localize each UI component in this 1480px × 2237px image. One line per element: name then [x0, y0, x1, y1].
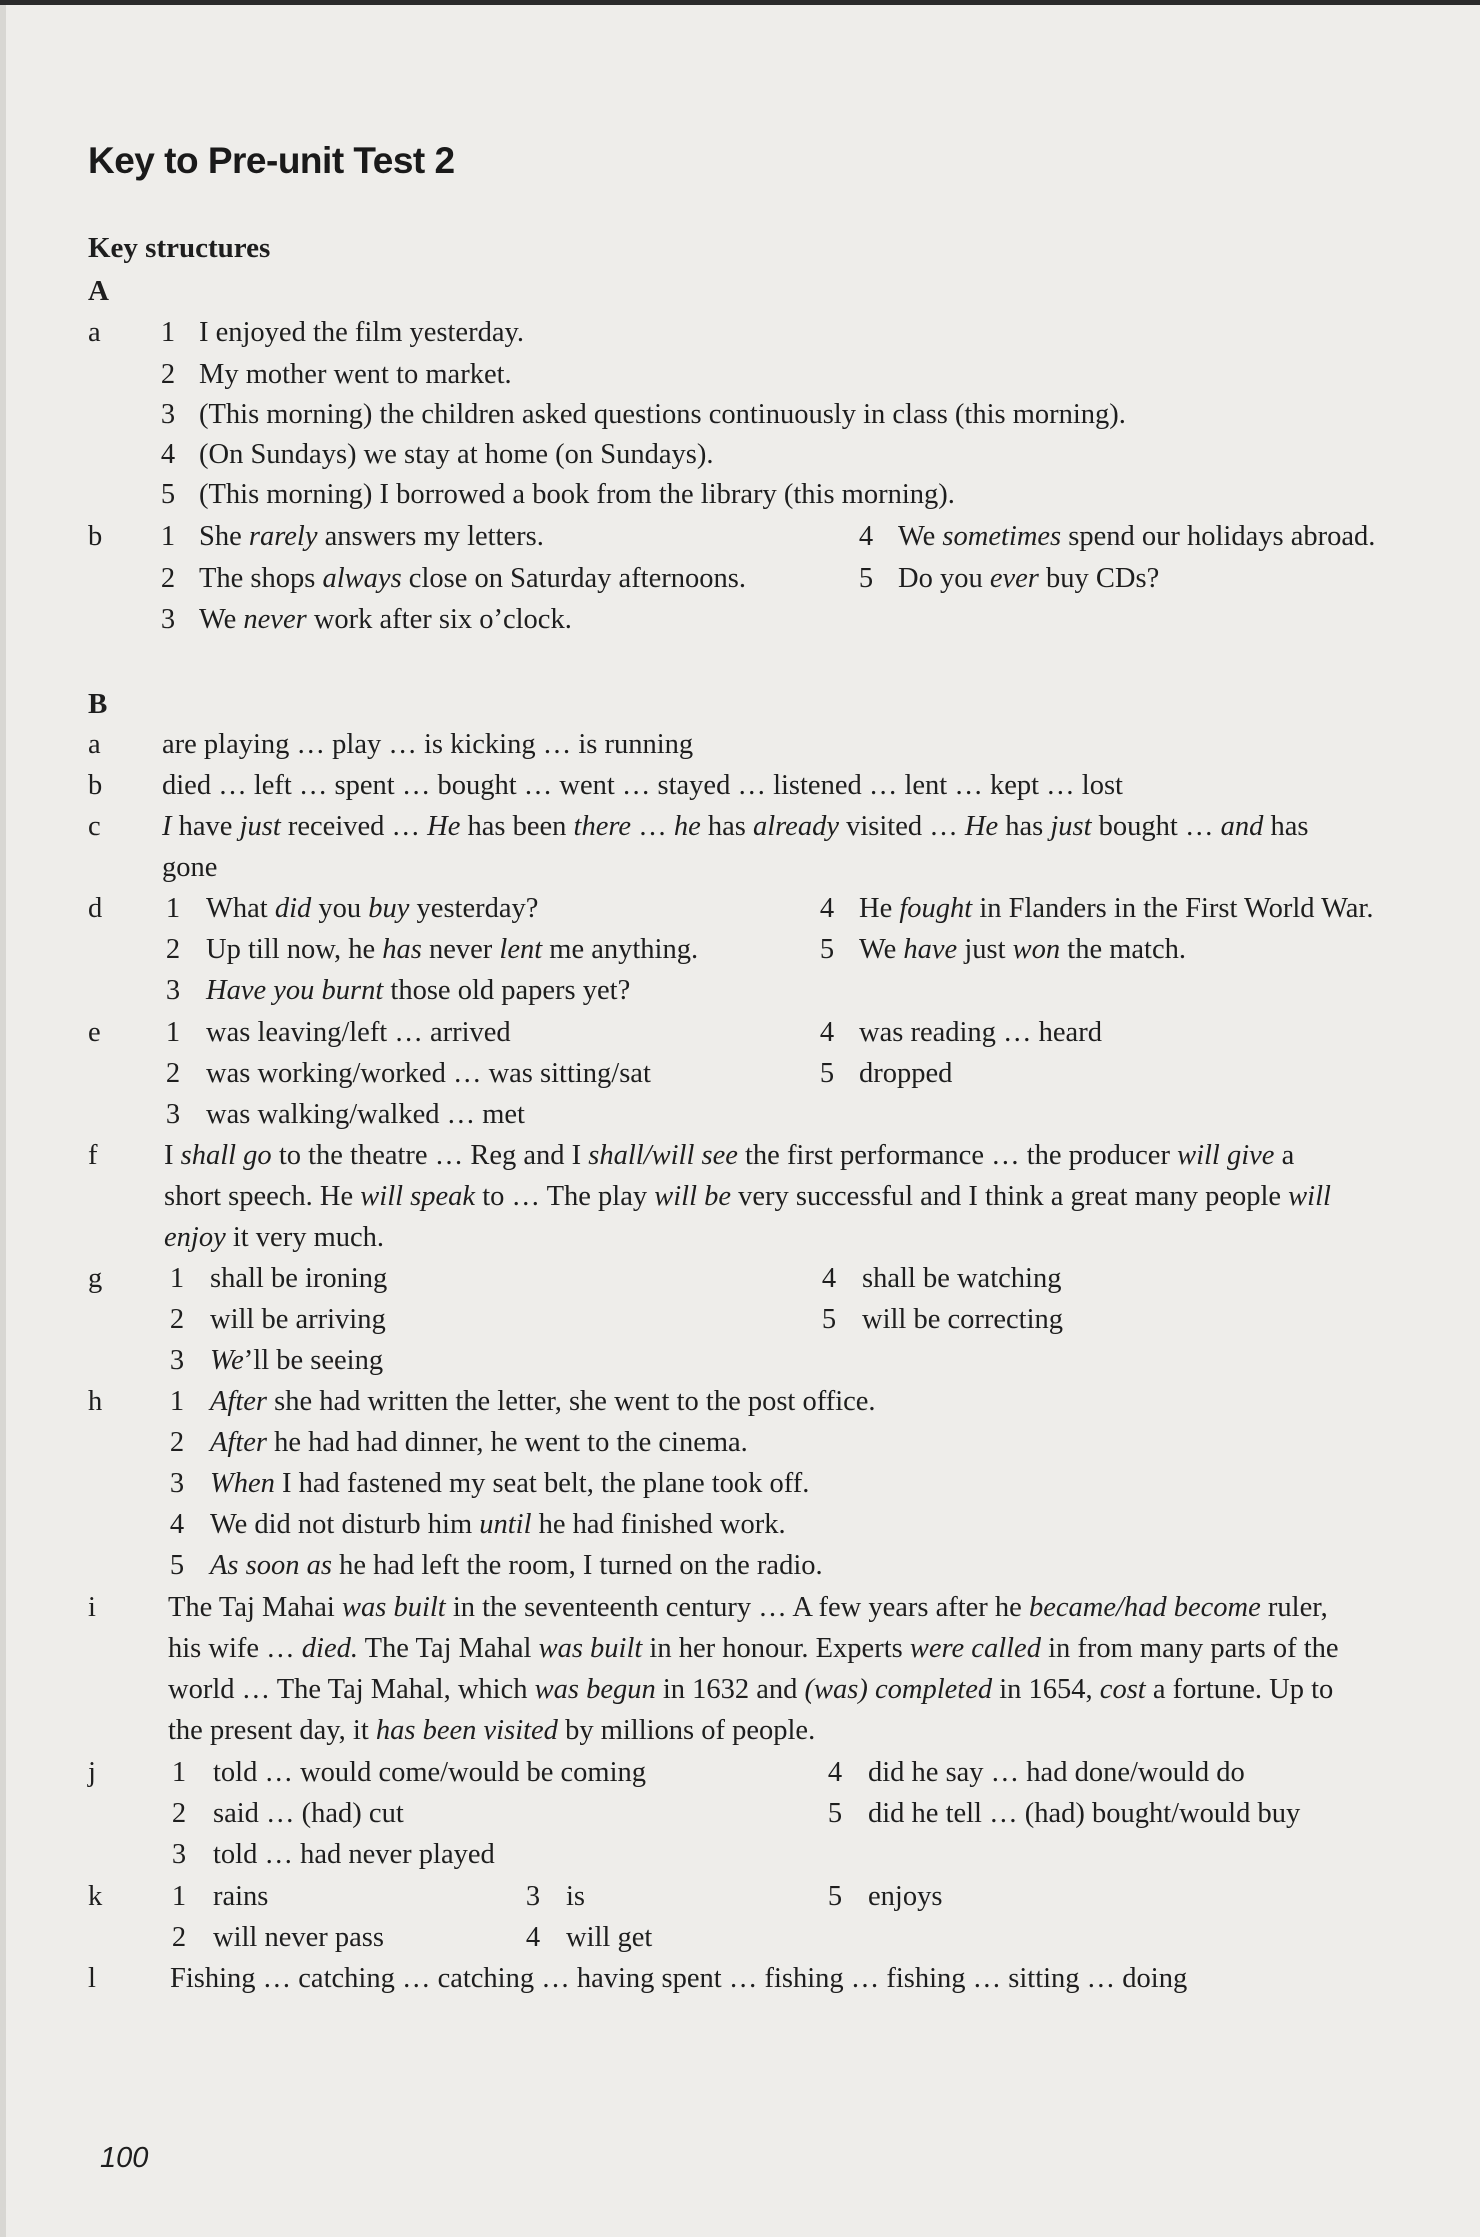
item-number: 1	[169, 1386, 185, 1417]
answer-line	[0, 1176, 1480, 1218]
answer-text: will be arriving	[210, 1304, 386, 1335]
answer-text: rains	[213, 1881, 269, 1912]
answer-text: We have just won the match.	[859, 934, 1187, 965]
answer-text: I shall go to the theatre … Reg and I shall/will see the first performance … the producer will give a	[164, 1140, 1295, 1171]
answer-line	[0, 765, 1480, 807]
item-number: 3	[160, 604, 176, 635]
answer-text: The Taj Mahai was built in the seventeenth century … A few years after he became/had become ruler,	[168, 1592, 1328, 1623]
item-number: 3	[169, 1345, 185, 1376]
answer-line	[0, 1504, 1480, 1546]
item-letter: h	[88, 1386, 103, 1417]
answer-line	[0, 806, 1480, 848]
item-letter: i	[88, 1592, 96, 1623]
item-number: 4	[525, 1922, 541, 1953]
answer-text: (This morning) the children asked questions continuously in class (this morning).	[199, 399, 1126, 430]
answer-text: did he say … had done/would do	[868, 1757, 1245, 1788]
answer-text: I have just received … He has been there … he has already visited … He has just bought … and has	[162, 811, 1309, 842]
answer-text: are playing … play … is kicking … is running	[162, 729, 694, 760]
answer-text: died … left … spent … bought … went … stayed … listened … lent … kept … lost	[162, 770, 1123, 801]
item-number: 2	[169, 1427, 185, 1458]
answer-text: gone	[162, 852, 218, 883]
answer-line	[0, 1053, 1480, 1095]
answer-line	[0, 1463, 1480, 1505]
answer-text: We’ll be seeing	[210, 1345, 384, 1376]
answer-text: will be correcting	[862, 1304, 1064, 1335]
answer-line	[0, 558, 1480, 600]
answer-text: shall be ironing	[210, 1263, 388, 1294]
item-number: 3	[165, 1099, 181, 1130]
item-letter: b	[88, 770, 103, 801]
answer-line	[0, 970, 1480, 1012]
answer-line	[0, 1834, 1480, 1876]
item-number: 2	[169, 1304, 185, 1335]
item-number: 2	[165, 1058, 181, 1089]
answer-line	[0, 1135, 1480, 1177]
item-letter: g	[88, 1263, 103, 1294]
answer-text: What did you buy yesterday?	[206, 893, 539, 924]
answer-text: his wife … died. The Taj Mahal was built in her honour. Experts were called in from many parts of the	[168, 1633, 1339, 1664]
item-number: 1	[160, 317, 176, 348]
answer-line	[0, 354, 1480, 396]
item-number: 3	[169, 1468, 185, 1499]
item-number: 1	[171, 1881, 187, 1912]
answer-text: She rarely answers my letters.	[199, 521, 544, 552]
answer-text: was leaving/left … arrived	[206, 1017, 511, 1048]
answer-text: said … (had) cut	[213, 1798, 404, 1829]
item-number: 4	[160, 439, 176, 470]
answer-text: We did not disturb him until he had finished work.	[210, 1509, 786, 1540]
item-number: 5	[819, 934, 835, 965]
answer-line	[0, 888, 1480, 930]
item-number: 4	[821, 1263, 837, 1294]
item-letter: l	[88, 1963, 96, 1994]
answer-line	[0, 847, 1480, 889]
answer-text: dropped	[859, 1058, 953, 1089]
item-letter: b	[88, 521, 103, 552]
item-number: 1	[165, 893, 181, 924]
answer-line	[0, 1422, 1480, 1464]
item-number: 5	[827, 1798, 843, 1829]
item-number: 3	[165, 975, 181, 1006]
answer-line	[0, 1545, 1480, 1587]
answer-line	[0, 1958, 1480, 2000]
answer-line	[0, 312, 1480, 354]
answer-line	[0, 474, 1480, 516]
item-letter: k	[88, 1881, 103, 1912]
item-number: 5	[827, 1881, 843, 1912]
item-number: 3	[160, 399, 176, 430]
page-number: 100	[100, 2142, 149, 2174]
answer-line	[0, 1752, 1480, 1794]
answer-text: After he had had dinner, he went to the cinema.	[210, 1427, 748, 1458]
page-title: Key to Pre-unit Test 2	[88, 140, 455, 181]
item-letter: j	[88, 1757, 96, 1788]
item-number: 3	[525, 1881, 541, 1912]
answer-line	[0, 1793, 1480, 1835]
answer-line	[0, 1258, 1480, 1300]
answer-text: Fishing … catching … catching … having spent … fishing … fishing … sitting … doing	[170, 1963, 1188, 1994]
item-letter: c	[88, 811, 101, 842]
answer-text: Have you burnt those old papers yet?	[206, 975, 631, 1006]
answer-text: After she had written the letter, she went to the post office.	[210, 1386, 876, 1417]
answer-line	[0, 394, 1480, 436]
answer-text: was working/worked … was sitting/sat	[206, 1058, 651, 1089]
answer-line	[0, 1381, 1480, 1423]
answer-text: Up till now, he has never lent me anything.	[206, 934, 699, 965]
answer-text: told … would come/would be coming	[213, 1757, 646, 1788]
item-number: 1	[165, 1017, 181, 1048]
item-number: 1	[160, 521, 176, 552]
answer-text: short speech. He will speak to … The play will be very successful and I think a great many people will	[164, 1181, 1331, 1212]
answer-line	[0, 1917, 1480, 1959]
answer-text: He fought in Flanders in the First World War.	[859, 893, 1374, 924]
item-number: 5	[169, 1550, 185, 1581]
item-number: 4	[819, 893, 835, 924]
item-letter: a	[88, 729, 101, 760]
answer-text: I enjoyed the film yesterday.	[199, 317, 524, 348]
answer-text: We never work after six o’clock.	[199, 604, 572, 635]
item-number: 2	[171, 1798, 187, 1829]
answer-text: will never pass	[213, 1922, 384, 1953]
answer-line	[0, 1587, 1480, 1629]
answer-text: will get	[566, 1922, 653, 1953]
answer-text: When I had fastened my seat belt, the plane took off.	[210, 1468, 810, 1499]
answer-text: Do you ever buy CDs?	[898, 563, 1160, 594]
answer-text: shall be watching	[862, 1263, 1062, 1294]
answer-text: was walking/walked … met	[206, 1099, 525, 1130]
item-letter: f	[88, 1140, 98, 1171]
answer-text: the present day, it has been visited by millions of people.	[168, 1715, 816, 1746]
item-number: 1	[171, 1757, 187, 1788]
answer-text: enjoy it very much.	[164, 1222, 385, 1253]
answer-text: The shops always close on Saturday afternoons.	[199, 563, 746, 594]
item-number: 2	[171, 1922, 187, 1953]
answer-line	[0, 1299, 1480, 1341]
answer-line	[0, 1340, 1480, 1382]
item-number: 2	[165, 934, 181, 965]
answer-text: world … The Taj Mahal, which was begun in 1632 and (was) completed in 1654, cost a fortune. Up to	[168, 1674, 1334, 1705]
answer-line	[0, 929, 1480, 971]
answer-text: was reading … heard	[859, 1017, 1102, 1048]
answer-line	[0, 1669, 1480, 1711]
answer-text: We sometimes spend our holidays abroad.	[898, 521, 1376, 552]
answer-line	[0, 516, 1480, 558]
item-number: 4	[819, 1017, 835, 1048]
answer-text: told … had never played	[213, 1839, 495, 1870]
item-number: 2	[160, 359, 176, 390]
item-number: 4	[827, 1757, 843, 1788]
item-number: 5	[821, 1304, 837, 1335]
item-letter: e	[88, 1017, 101, 1048]
answer-line	[0, 1217, 1480, 1259]
top-border	[0, 0, 1480, 5]
answer-line	[0, 1094, 1480, 1136]
item-number: 3	[171, 1839, 187, 1870]
item-letter: d	[88, 893, 103, 924]
item-letter: a	[88, 317, 101, 348]
item-number: 1	[169, 1263, 185, 1294]
item-number: 4	[169, 1509, 185, 1540]
answer-text: (This morning) I borrowed a book from the library (this morning).	[199, 479, 955, 510]
section-b-label: B	[88, 688, 108, 720]
item-number: 5	[858, 563, 874, 594]
item-number: 5	[819, 1058, 835, 1089]
answer-line	[0, 1628, 1480, 1670]
section-a-label: A	[88, 275, 109, 307]
answer-line	[0, 434, 1480, 476]
answer-text: enjoys	[868, 1881, 943, 1912]
answer-text: (On Sundays) we stay at home (on Sundays).	[199, 439, 714, 470]
answer-line	[0, 724, 1480, 766]
answer-line	[0, 599, 1480, 641]
section-heading: Key structures	[88, 232, 271, 264]
answer-text: As soon as he had left the room, I turned on the radio.	[210, 1550, 823, 1581]
item-number: 4	[858, 521, 874, 552]
answer-line	[0, 1012, 1480, 1054]
item-number: 5	[160, 479, 176, 510]
answer-text: My mother went to market.	[199, 359, 512, 390]
answer-line	[0, 1710, 1480, 1752]
answer-text: is	[566, 1881, 586, 1912]
item-number: 2	[160, 563, 176, 594]
answer-text: did he tell … (had) bought/would buy	[868, 1798, 1301, 1829]
answer-line	[0, 1876, 1480, 1918]
